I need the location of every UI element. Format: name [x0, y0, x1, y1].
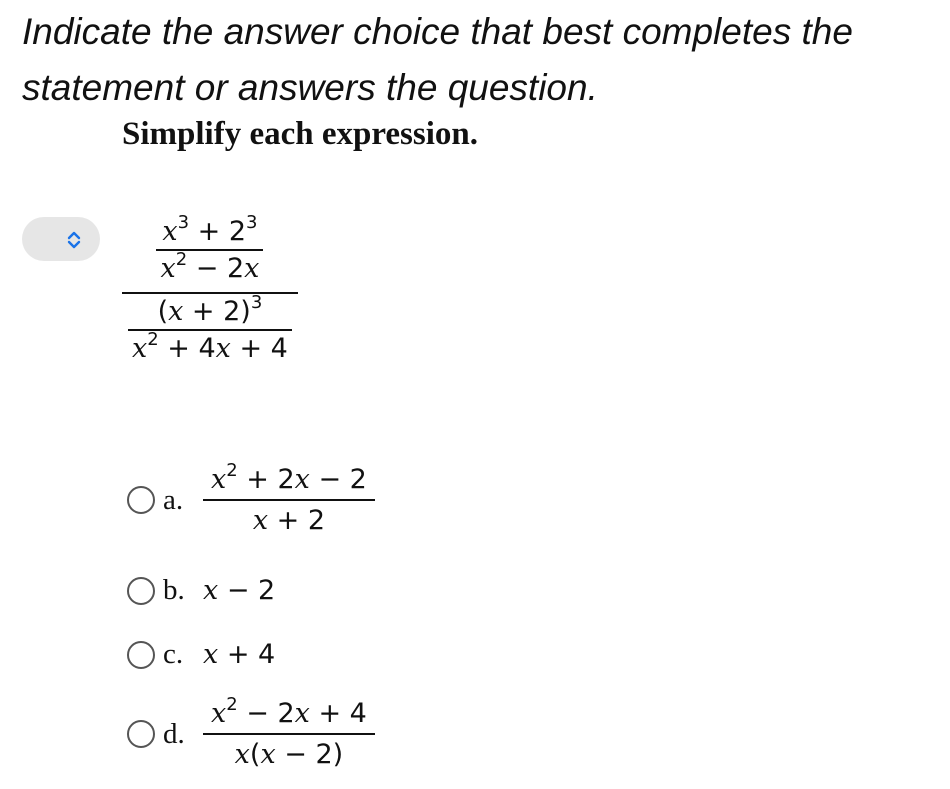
- choice-c-letter: c.: [163, 638, 184, 670]
- top-fraction: [156, 212, 263, 288]
- choice-a-letter: a.: [163, 483, 184, 516]
- choice-b-letter: b.: [163, 574, 185, 606]
- choice-d-radio[interactable]: [127, 720, 155, 748]
- instructions-text: Indicate the answer choice that best completes the statement or answers the question.: [22, 11, 853, 108]
- choice-c-radio[interactable]: [127, 641, 155, 669]
- choice-a-radio[interactable]: [127, 486, 155, 514]
- choice-b-radio[interactable]: [127, 577, 155, 605]
- choice-a-numerator: $x^2 + 2x - 2$: [211, 460, 367, 495]
- choice-d[interactable]: [127, 694, 375, 770]
- choice-b[interactable]: [127, 574, 275, 607]
- choice-d-denominator: x(x − 2): [234, 739, 344, 770]
- up-down-chevron-icon: [67, 230, 81, 250]
- choice-a[interactable]: [127, 460, 375, 536]
- choice-a-expression: [203, 460, 375, 536]
- problem-expression: [122, 212, 298, 368]
- answer-selector[interactable]: [22, 217, 100, 261]
- bottom-numerator: $(x + 2)^3$: [157, 292, 263, 327]
- choice-d-letter: d.: [163, 717, 185, 750]
- choice-c-expression: x + 4: [203, 639, 276, 670]
- main-fraction-bar: [122, 292, 298, 294]
- choice-b-expression: x − 2: [203, 575, 276, 606]
- top-numerator: $x^3 + 2^3$: [162, 212, 258, 247]
- bottom-fraction: [128, 292, 292, 368]
- choice-c[interactable]: [127, 638, 275, 671]
- choice-a-denominator: x + 2: [252, 505, 326, 536]
- top-denominator: $x^2 - 2x$: [160, 249, 260, 284]
- choice-d-numerator: $x^2 - 2x + 4$: [211, 694, 367, 729]
- directive-text: Simplify each expression.: [122, 116, 478, 152]
- complex-fraction: [122, 212, 298, 368]
- choice-d-expression: [203, 694, 375, 770]
- bottom-denominator: $x^2 + 4x + 4$: [132, 329, 288, 364]
